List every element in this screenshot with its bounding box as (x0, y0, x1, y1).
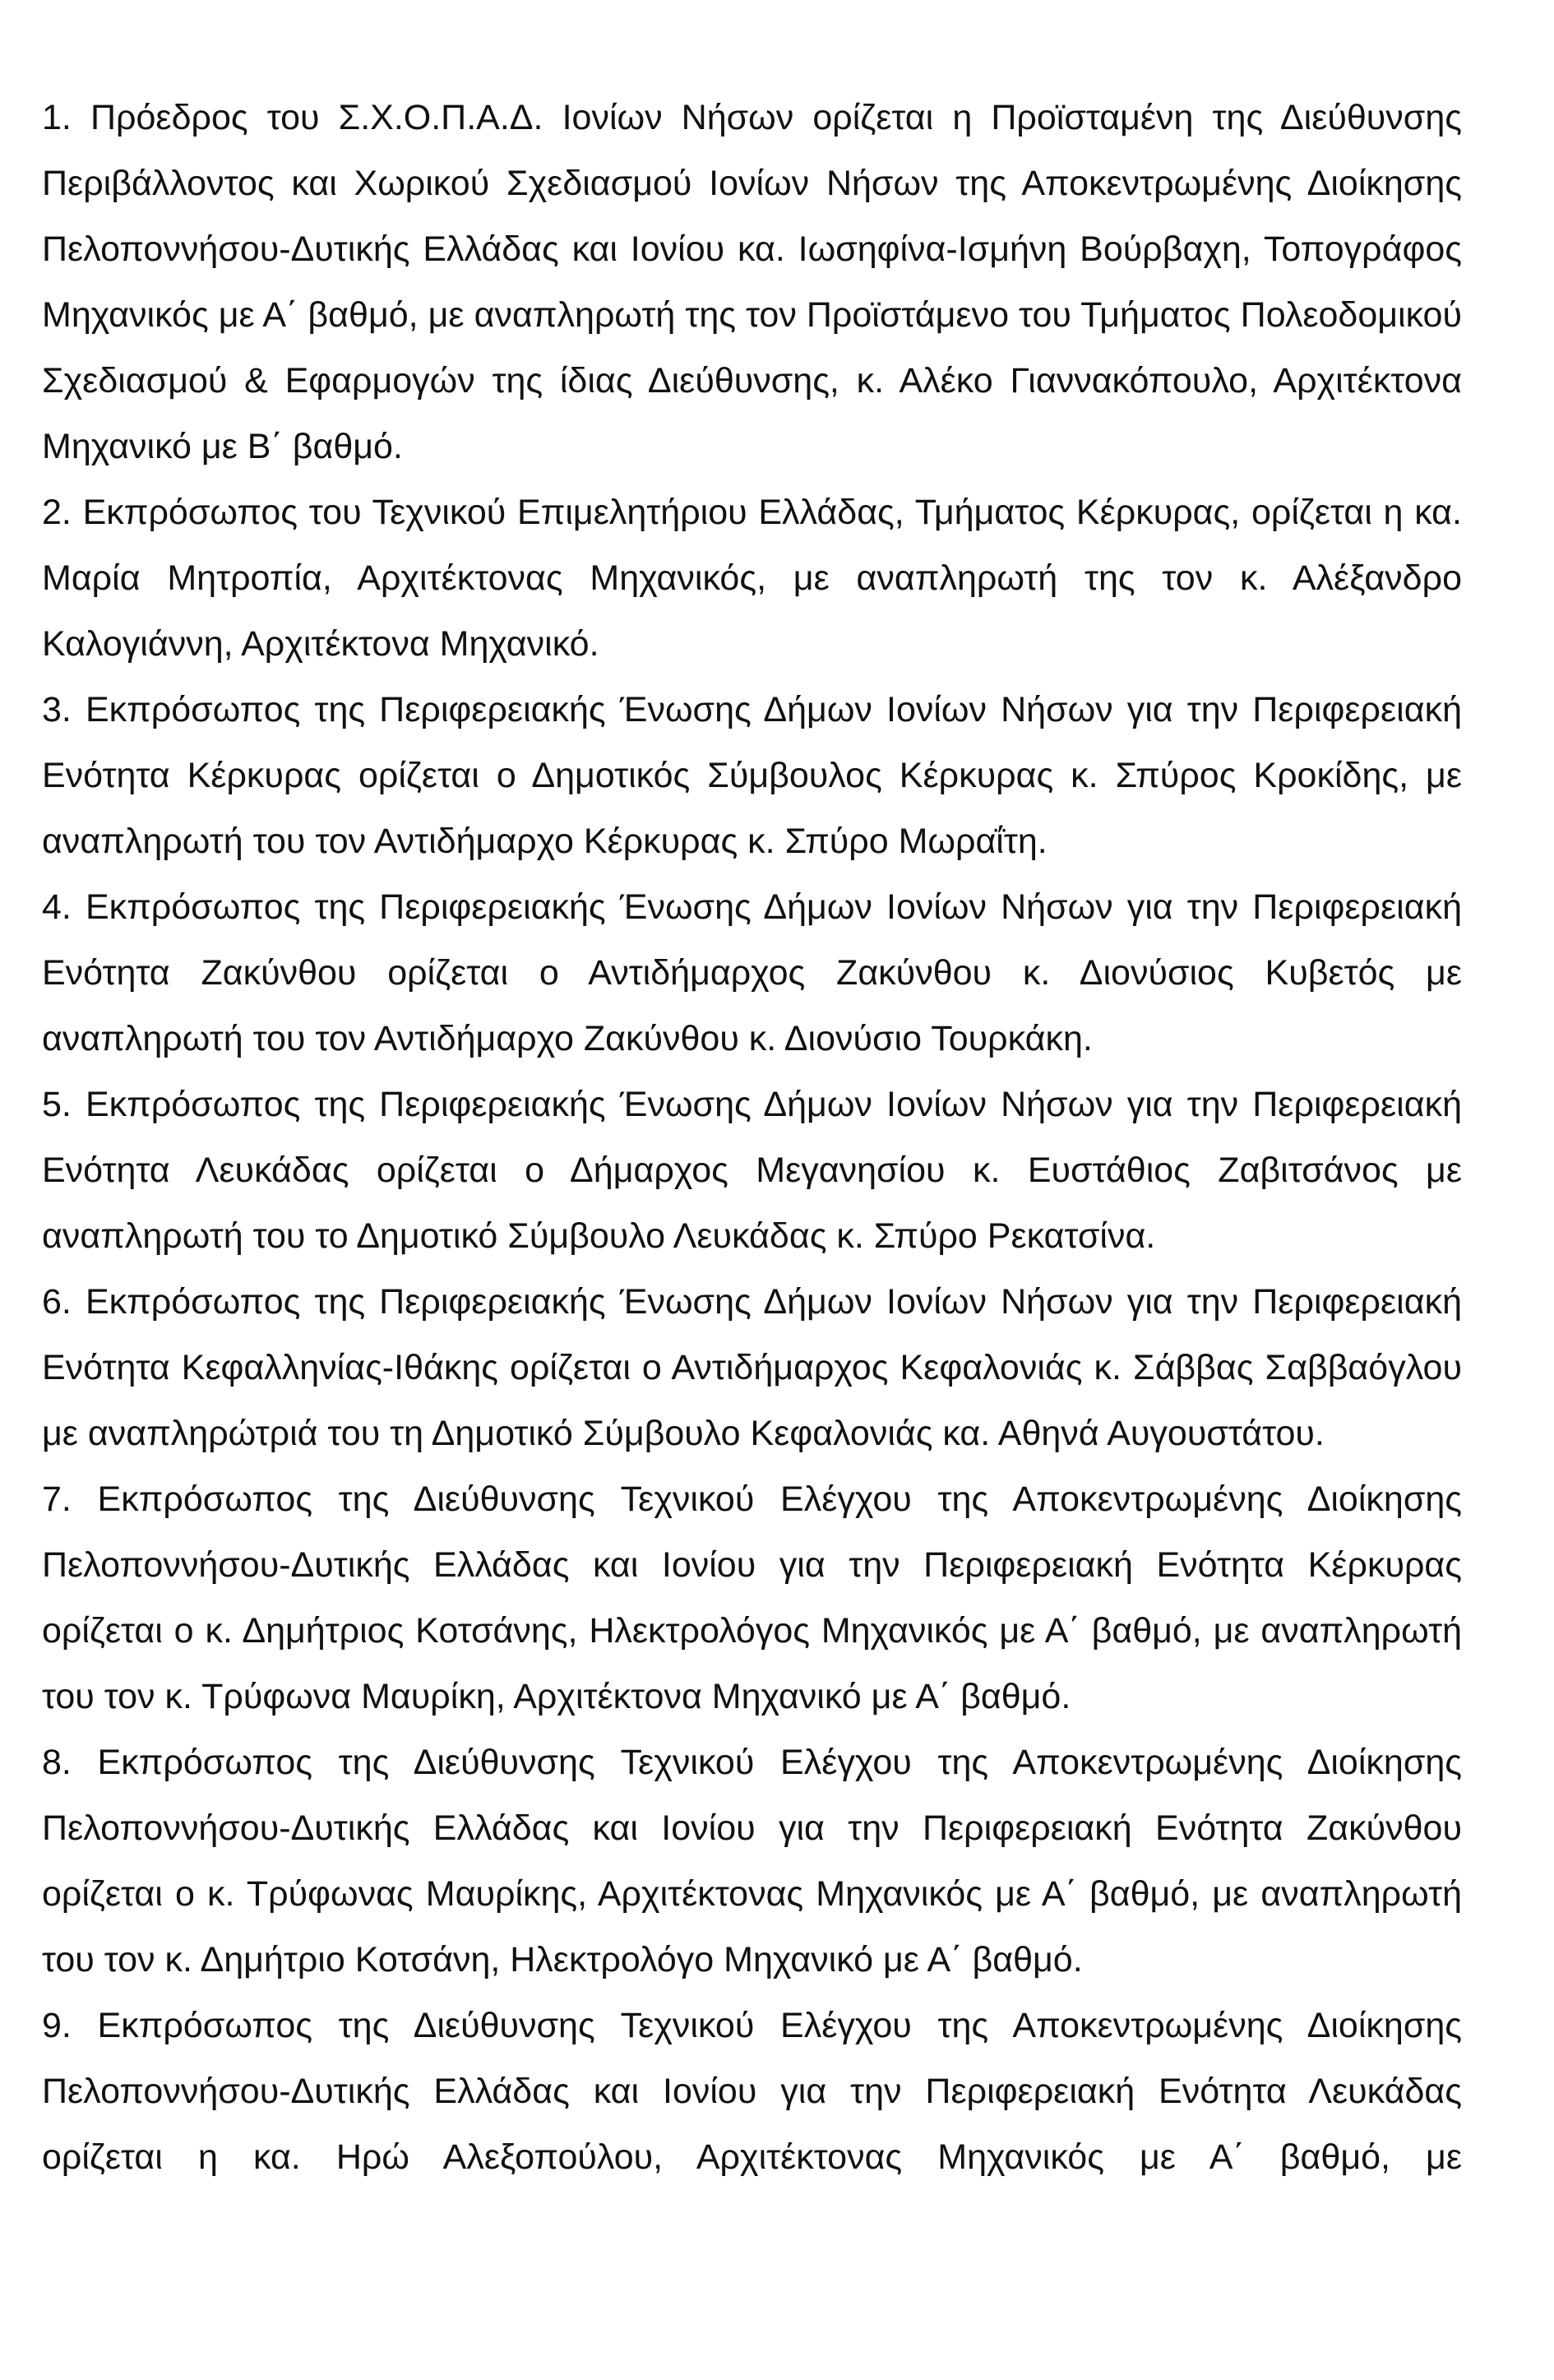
list-item-8: 8. Εκπρόσωπος της Διεύθυνσης Τεχνικού Ελέγχου της Αποκεντρωμένης Διοίκησης Πελοποννήσου-Δυτικής Ελλάδας και Ιονίου για την Περιφερειακή Ενότητα Ζακύνθου ορίζεται ο κ. Τρύφωνας Μαυρίκης, Αρχιτέκτονας Μηχανικός με Α΄ βαθμό, με αναπληρωτή του τον κ. Δημήτριο Κοτσάνη, Ηλεκτρολόγο Μηχανικό με Α΄ βαθμό. (42, 1743, 1462, 1979)
list-item-2: 2. Εκπρόσωπος του Τεχνικού Επιμελητήριου Ελλάδας, Τμήματος Κέρκυρας, ορίζεται η κα. Μαρία Μητροπία, Αρχιτέκτονας Μηχανικός, με αναπληρωτή της τον κ. Αλέξανδρο Καλογιάννη, Αρχιτέκτονα Μηχανικό. (42, 493, 1462, 664)
list-item-5: 5. Εκπρόσωπος της Περιφερειακής Ένωσης Δήμων Ιονίων Νήσων για την Περιφερειακή Ενότητα Λευκάδας ορίζεται ο Δήμαρχος Μεγανησίου κ. Ευστάθιος Ζαβιτσάνος με αναπληρωτή του το Δημοτικό Σύμβουλο Λευκάδας κ. Σπύρο Ρεκατσίνα. (42, 1085, 1462, 1256)
list-item-6: 6. Εκπρόσωπος της Περιφερειακής Ένωσης Δήμων Ιονίων Νήσων για την Περιφερειακή Ενότητα Κεφαλληνίας-Ιθάκης ορίζεται ο Αντιδήμαρχος Κεφαλονιάς κ. Σάββας Σαββαόγλου με αναπληρώτριά του τη Δημοτικό Σύμβουλο Κεφαλονιάς κα. Αθηνά Αυγουστάτου. (42, 1282, 1462, 1453)
list-item-1: 1. Πρόεδρος του Σ.Χ.Ο.Π.Α.Δ. Ιονίων Νήσων ορίζεται η Προϊσταμένη της Διεύθυνσης Περιβάλλοντος και Χωρικού Σχεδιασμού Ιονίων Νήσων της Αποκεντρωμένης Διοίκησης Πελοποννήσου-Δυτικής Ελλάδας και Ιονίου κα. Ιωσηφίνα-Ισμήνη Βούρβαχη, Τοπογράφος Μηχανικός με Α΄ βαθμό, με αναπληρωτή της τον Προϊστάμενο του Τμήματος Πολεοδομικού Σχεδιασμού & Εφαρμογών της ίδιας Διεύθυνσης, κ. Αλέκο Γιαννακόπουλο, Αρχιτέκτονα Μηχανικό με Β΄ βαθμό. (42, 98, 1462, 466)
document-body (42, 85, 1462, 2190)
list-item-4: 4. Εκπρόσωπος της Περιφερειακής Ένωσης Δήμων Ιονίων Νήσων για την Περιφερειακή Ενότητα Ζακύνθου ορίζεται ο Αντιδήμαρχος Ζακύνθου κ. Διονύσιος Κυβετός με αναπληρωτή του τον Αντιδήμαρχο Ζακύνθου κ. Διονύσιο Τουρκάκη. (42, 887, 1462, 1058)
list-item-7: 7. Εκπρόσωπος της Διεύθυνσης Τεχνικού Ελέγχου της Αποκεντρωμένης Διοίκησης Πελοποννήσου-Δυτικής Ελλάδας και Ιονίου για την Περιφερειακή Ενότητα Κέρκυρας ορίζεται ο κ. Δημήτριος Κοτσάνης, Ηλεκτρολόγος Μηχανικός με Α΄ βαθμό, με αναπληρωτή του τον κ. Τρύφωνα Μαυρίκη, Αρχιτέκτονα Μηχανικό με Α΄ βαθμό. (42, 1479, 1462, 1716)
list-item-3: 3. Εκπρόσωπος της Περιφερειακής Ένωσης Δήμων Ιονίων Νήσων για την Περιφερειακή Ενότητα Κέρκυρας ορίζεται ο Δημοτικός Σύμβουλος Κέρκυρας κ. Σπύρος Κροκίδης, με αναπληρωτή του τον Αντιδήμαρχο Κέρκυρας κ. Σπύρο Μωραΐτη. (42, 690, 1462, 861)
list-item-9: 9. Εκπρόσωπος της Διεύθυνσης Τεχνικού Ελέγχου της Αποκεντρωμένης Διοίκησης Πελοποννήσου-Δυτικής Ελλάδας και Ιονίου για την Περιφερειακή Ενότητα Λευκάδας ορίζεται η κα. Ηρώ Αλεξοπούλου, Αρχιτέκτονας Μηχανικός με Α΄ βαθμό, με (42, 2006, 1462, 2177)
